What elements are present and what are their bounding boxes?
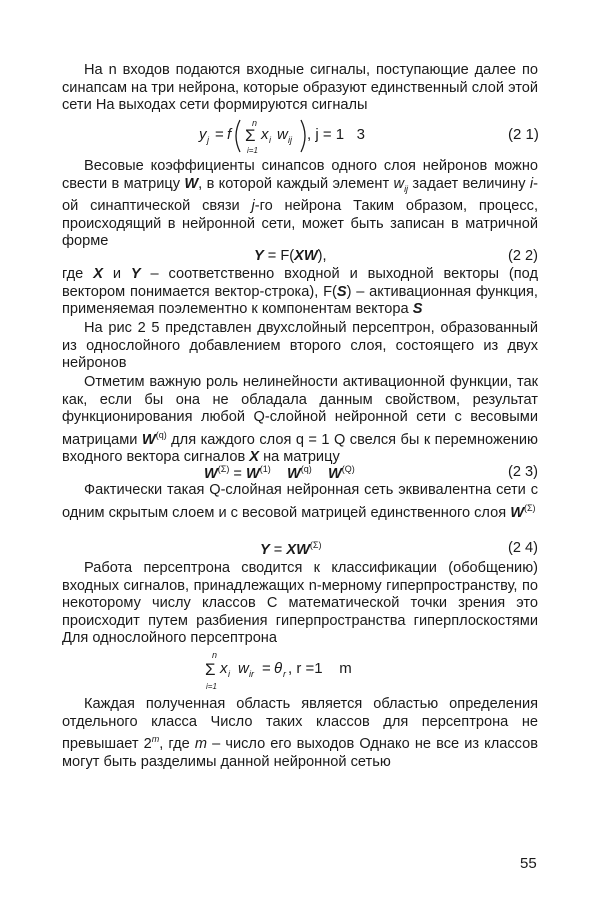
eq5-theta: θ (274, 660, 283, 677)
eq1-x: x (261, 126, 269, 143)
sum-sign-2: Σ (205, 660, 216, 679)
equation-2-1-formula (62, 114, 538, 158)
eq5-sum-top: n (212, 650, 218, 660)
paragraph-regions: Каждая полученная область является областью определения отдельного класса Число таких классов для персептрона не превышает 2$^m$, где m – число его выходов Однако не все из классов могут быть разделимы данной нейронной сетью (62, 696, 538, 770)
equation-2-4: $Y = XW^{(\Sigma)}$ (2 4) (260, 540, 538, 558)
eq1-lhs-sub: j (207, 135, 209, 145)
equation-2-1 (62, 114, 538, 158)
eq5-w-sub: ir (249, 669, 254, 679)
equation-2-3-number: (2 3) (507, 464, 538, 480)
eq1-f: f (227, 126, 232, 143)
eq5-tail: , r =1 m (288, 660, 352, 677)
eq5-equals: = (262, 660, 271, 677)
paragraph-nonlinearity: Отметим важную роль нелинейности активационной функции, так как, если бы она не обладала данным свойством, результат функционирования любой Q-слойной нейронной сети с весовыми матрицами $W^{(q)}$ для каждого слоя q = 1 Q свелся бы к перемножению входного вектора сигналов X на матрицу (62, 374, 538, 466)
equation-hyperplane-formula (62, 648, 538, 692)
eq1-left-paren (236, 120, 240, 152)
eq1-sum-bot: i=1 (247, 146, 258, 155)
eq1-w: w (277, 126, 288, 143)
paragraph-weights: Весовые коэффициенты синапсов одного слоя нейронов можно свести в матрицу W, в которой каждый элемент $w_{ij}$ задает величину i-ой синаптической связи j-го нейрона Таким образом, процесс, происходящий в нейронной сети, может быть записан в матричной форме (62, 158, 539, 250)
eq1-sum-top: n (252, 118, 258, 128)
eq1-lhs: y (199, 126, 207, 143)
eq1-w-sub: ij (288, 135, 292, 145)
equation-2-2-number: (2 2) (507, 248, 538, 264)
eq5-sum-bot: i=1 (206, 682, 217, 691)
paragraph-figure-ref: На рис 2 5 представлен двухслойный персептрон, образованный из однослойного добавлением второго слоя, состоящего из двух нейронов (62, 320, 538, 372)
equation-2-4-number: (2 4) (507, 540, 538, 556)
eq1-tail: , j = 1 3 (307, 126, 365, 143)
eq5-x: x (220, 660, 228, 677)
eq1-x-sub: i (269, 135, 271, 145)
paragraph-inputs: На n входов подаются входные сигналы, поступающие далее по синапсам на три нейрона, которые образуют единственный слой этой сети На выходах сети формируются сигналы (62, 62, 538, 114)
sum-sign-1: Σ (245, 126, 256, 145)
paragraph-classification: Работа персептрона сводится к классификации (обобщению) входных сигналов, принадлежащих n-мерному гиперпространству, по некоторому числу классов С математической точки зрения это происходит путем разбиения гиперпространства гиперплоскостями Для однослойного персептрона (62, 560, 538, 647)
page-number: 55 (520, 855, 537, 872)
eq1-right-paren (301, 120, 305, 152)
paragraph-equivalence: Фактически такая Q-слойная нейронная сеть эквивалентна сети с одним скрытым слоем и с весовой матрицей единственного слоя $W^{(\Sigma)}$ (62, 482, 538, 521)
eq5-x-sub: i (228, 669, 230, 679)
paragraph-vectors: где X и Y – соответственно входной и выходной векторы (под вектором понимается вектор-строка), F(S) – активационная функция, применяемая поэлементно к компонентам вектора S (62, 266, 538, 318)
eq1-equals: = (215, 126, 224, 143)
equation-2-3: $W^{(\Sigma)} = W^{(1)}$ $W^{(q)}$ $W^{(Q)}$ (2 3) (204, 464, 538, 482)
eq5-w: w (238, 660, 249, 677)
eq1-number: (2 1) (508, 126, 538, 143)
equation-hyperplane (62, 648, 538, 692)
equation-2-2: Y = F(XW), (2 2) (254, 248, 538, 264)
eq5-theta-sub: r (283, 669, 286, 679)
